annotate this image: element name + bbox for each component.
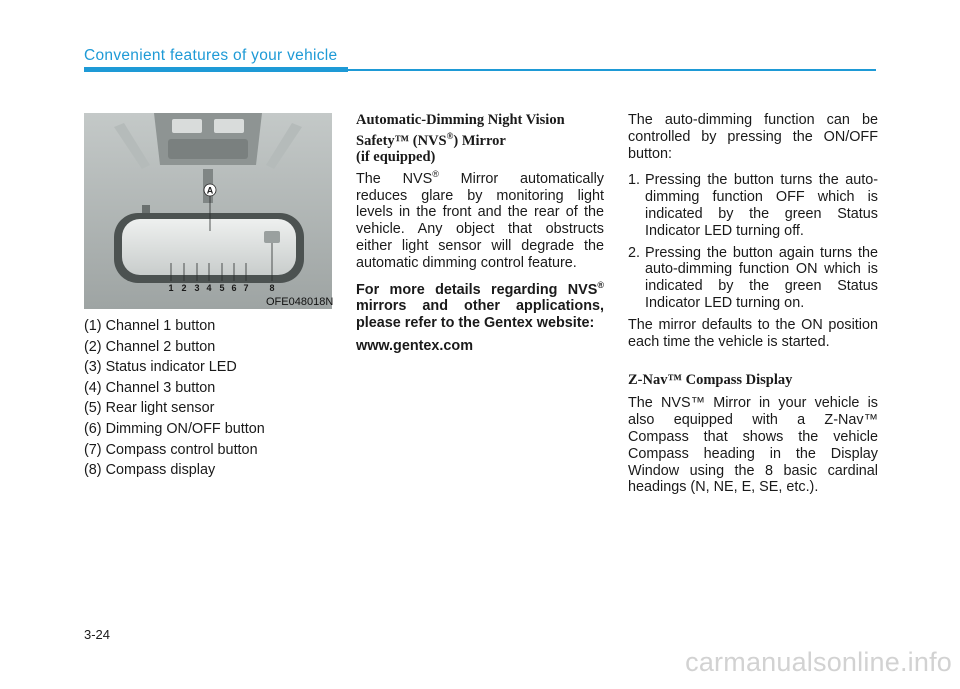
console-lamp-right [214,119,244,133]
callout-5: 5 [219,283,225,293]
legend-item: (6) Dimming ON/OFF button [84,420,265,437]
figure-legend [84,316,265,481]
znav-description: The NVS™ Mirror in your vehicle is also equipped with a Z-Nav™ Compass that shows the vehicle Compass heading in the Display Window using the 8 basic cardinal headings (N, NE, E, SE, etc.). [628,395,878,496]
mirror-illustration [84,113,332,309]
callout-4: 4 [206,283,212,293]
gentex-url: www.gentex.com [356,338,474,354]
callout-6: 6 [231,283,237,293]
legend-item: (7) Compass control button [84,441,258,458]
header-rule-thin [348,69,876,71]
console-buttons [168,139,248,159]
figure-code: OFE048018N [266,296,334,308]
callout-a-label: A [206,185,214,196]
znav-heading: Z-Nav™ Compass Display [628,372,793,389]
legend-item: (5) Rear light sensor [84,400,215,417]
console-lamp-left [172,119,202,133]
mirror-figure [84,113,332,309]
nvs-description: The NVS® Mirror automatically reduces glare by monitoring light levels in the front and the rear of the vehicle. Any object that obstructs either light sensor will degrade the automatic dimming control feature. [356,169,605,271]
control-section [628,112,878,496]
header-rule-thick [84,67,348,72]
nvs-section [356,112,604,355]
page-number: 3-24 [84,627,111,642]
nvs-heading: Automatic-Dimming Night Vision Safety™ (NVS®) Mirror (if equipped) [356,112,565,165]
vent-mark [142,205,150,213]
default-note: The mirror defaults to the ON position each time the vehicle is started. [628,316,878,350]
legend-item: (4) Channel 3 button [84,379,216,396]
list-item: 2. Pressing the button again turns the auto-dimming function ON which is indicated by the green Status Indicator LED turning on. [628,244,878,311]
callout-7: 7 [243,283,249,293]
legend-item: (8) Compass display [84,462,216,479]
legend-item: (2) Channel 2 button [84,338,216,355]
callout-1: 1 [168,283,174,293]
callout-2: 2 [181,283,187,293]
legend-item: (3) Status indicator LED [84,359,237,376]
list-item: 1. Pressing the button turns the auto-dimming function OFF which is indicated by the green Status Indicator LED turning off. [628,172,878,239]
legend-item: (1) Channel 1 button [84,318,216,334]
compass-window [264,231,280,243]
section-header: Convenient features of your vehicle [84,47,338,64]
control-intro: The auto-dimming function can be controlled by pressing the ON/OFF button: [628,112,878,162]
callout-8: 8 [269,283,275,293]
watermark: carmanualsonline.info [685,647,952,677]
callout-3: 3 [194,283,200,293]
control-steps [628,172,878,311]
gentex-note: For more details regarding NVS® mirrors and other applications, please refer to the Gentex website: [356,279,604,332]
